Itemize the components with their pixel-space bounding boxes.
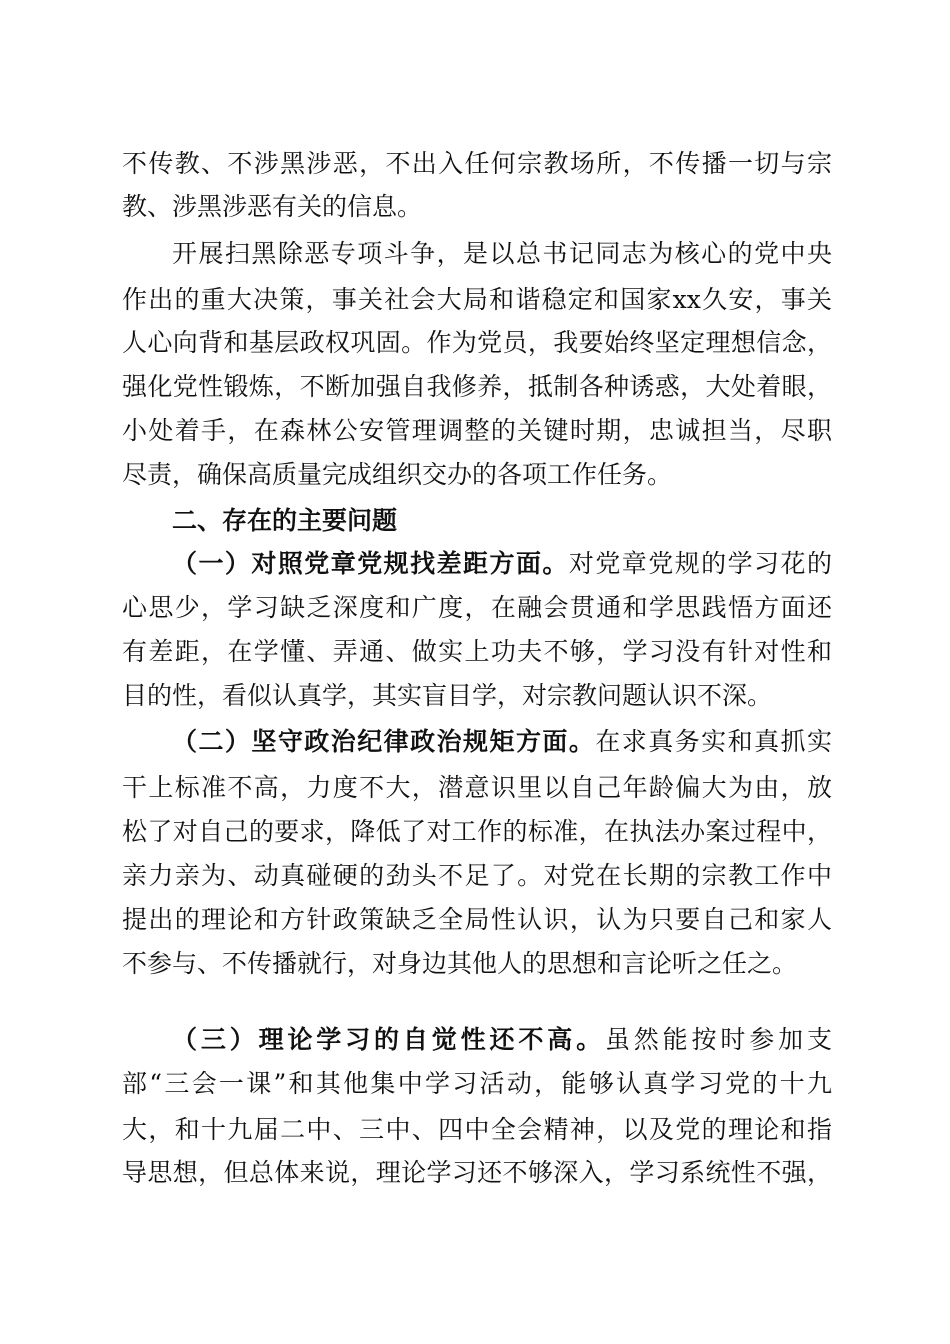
para2-line4: 强化党性锻炼，不断加强自我修养，抵制各种诱惑，大处着眼， <box>122 372 832 401</box>
item3-line3: 大，和十九届二中、三中、四中全会精神，以及党的理论和指 <box>122 1115 832 1144</box>
item1-lead: （一）对照党章党规找差距方面。 <box>172 549 569 578</box>
para1-line2: 教、涉黑涉恶有关的信息。 <box>122 192 423 221</box>
item1-line1 <box>172 544 832 584</box>
item1-line3: 有差距，在学懂、弄通、做实上功夫不够，学习没有针对性和 <box>122 637 832 666</box>
item1-line2: 心思少，学习缺乏深度和广度，在融会贯通和学思践悟方面还 <box>122 593 832 622</box>
para2-line6: 尽责，确保高质量完成组织交办的各项工作任务。 <box>122 460 673 489</box>
para2-line3: 人心向背和基层政权巩固。作为党员，我要始终坚定理想信念， <box>122 328 832 357</box>
item1-line4: 目的性，看似认真学，其实盲目学，对宗教问题认识不深。 <box>122 681 773 710</box>
item2-line4: 亲力亲为、动真碰硬的劲头不足了。对党在长期的宗教工作中 <box>122 861 832 890</box>
para2-line2: 作出的重大决策，事关社会大局和谐稳定和国家xx久安，事关 <box>122 285 832 314</box>
item2-line2: 干上标准不高，力度不大，潜意识里以自己年龄偏大为由，放 <box>122 773 832 802</box>
item2-lead: （二）坚守政治纪律政治规矩方面。 <box>172 727 596 756</box>
item3-line1 <box>172 1020 832 1060</box>
item3-line4: 导思想，但总体来说，理论学习还不够深入，学习系统性不强， <box>122 1158 832 1187</box>
item2-line6: 不参与、不传播就行，对身边其他人的思想和言论听之任之。 <box>122 949 798 978</box>
para1-line1: 不传教、不涉黑涉恶，不出入任何宗教场所，不传播一切与宗 <box>122 149 832 178</box>
item3-line1-rest: 虽然能按时参加支 <box>604 1025 832 1054</box>
para2-line5: 小处着手，在森林公安管理调整的关键时期，忠诚担当，尽职 <box>122 416 832 445</box>
item1-line1-rest: 对党章党规的学习花的 <box>568 549 832 578</box>
item3-line2: 部“三会一课”和其他集中学习活动，能够认真学习党的十九 <box>122 1069 832 1098</box>
item2-line1 <box>172 722 832 762</box>
item2-line5: 提出的理论和方针政策缺乏全局性认识，认为只要自己和家人 <box>122 905 832 934</box>
item2-line1-rest: 在求真务实和真抓实 <box>595 727 832 756</box>
item3-lead: （三）理论学习的自觉性还不高。 <box>172 1025 605 1054</box>
para2-line1: 开展扫黑除恶专项斗争，是以总书记同志为核心的党中央 <box>172 239 832 268</box>
item2-line3: 松了对自己的要求，降低了对工作的标准，在执法办案过程中， <box>122 817 832 846</box>
section-heading: 二、存在的主要问题 <box>172 506 398 535</box>
